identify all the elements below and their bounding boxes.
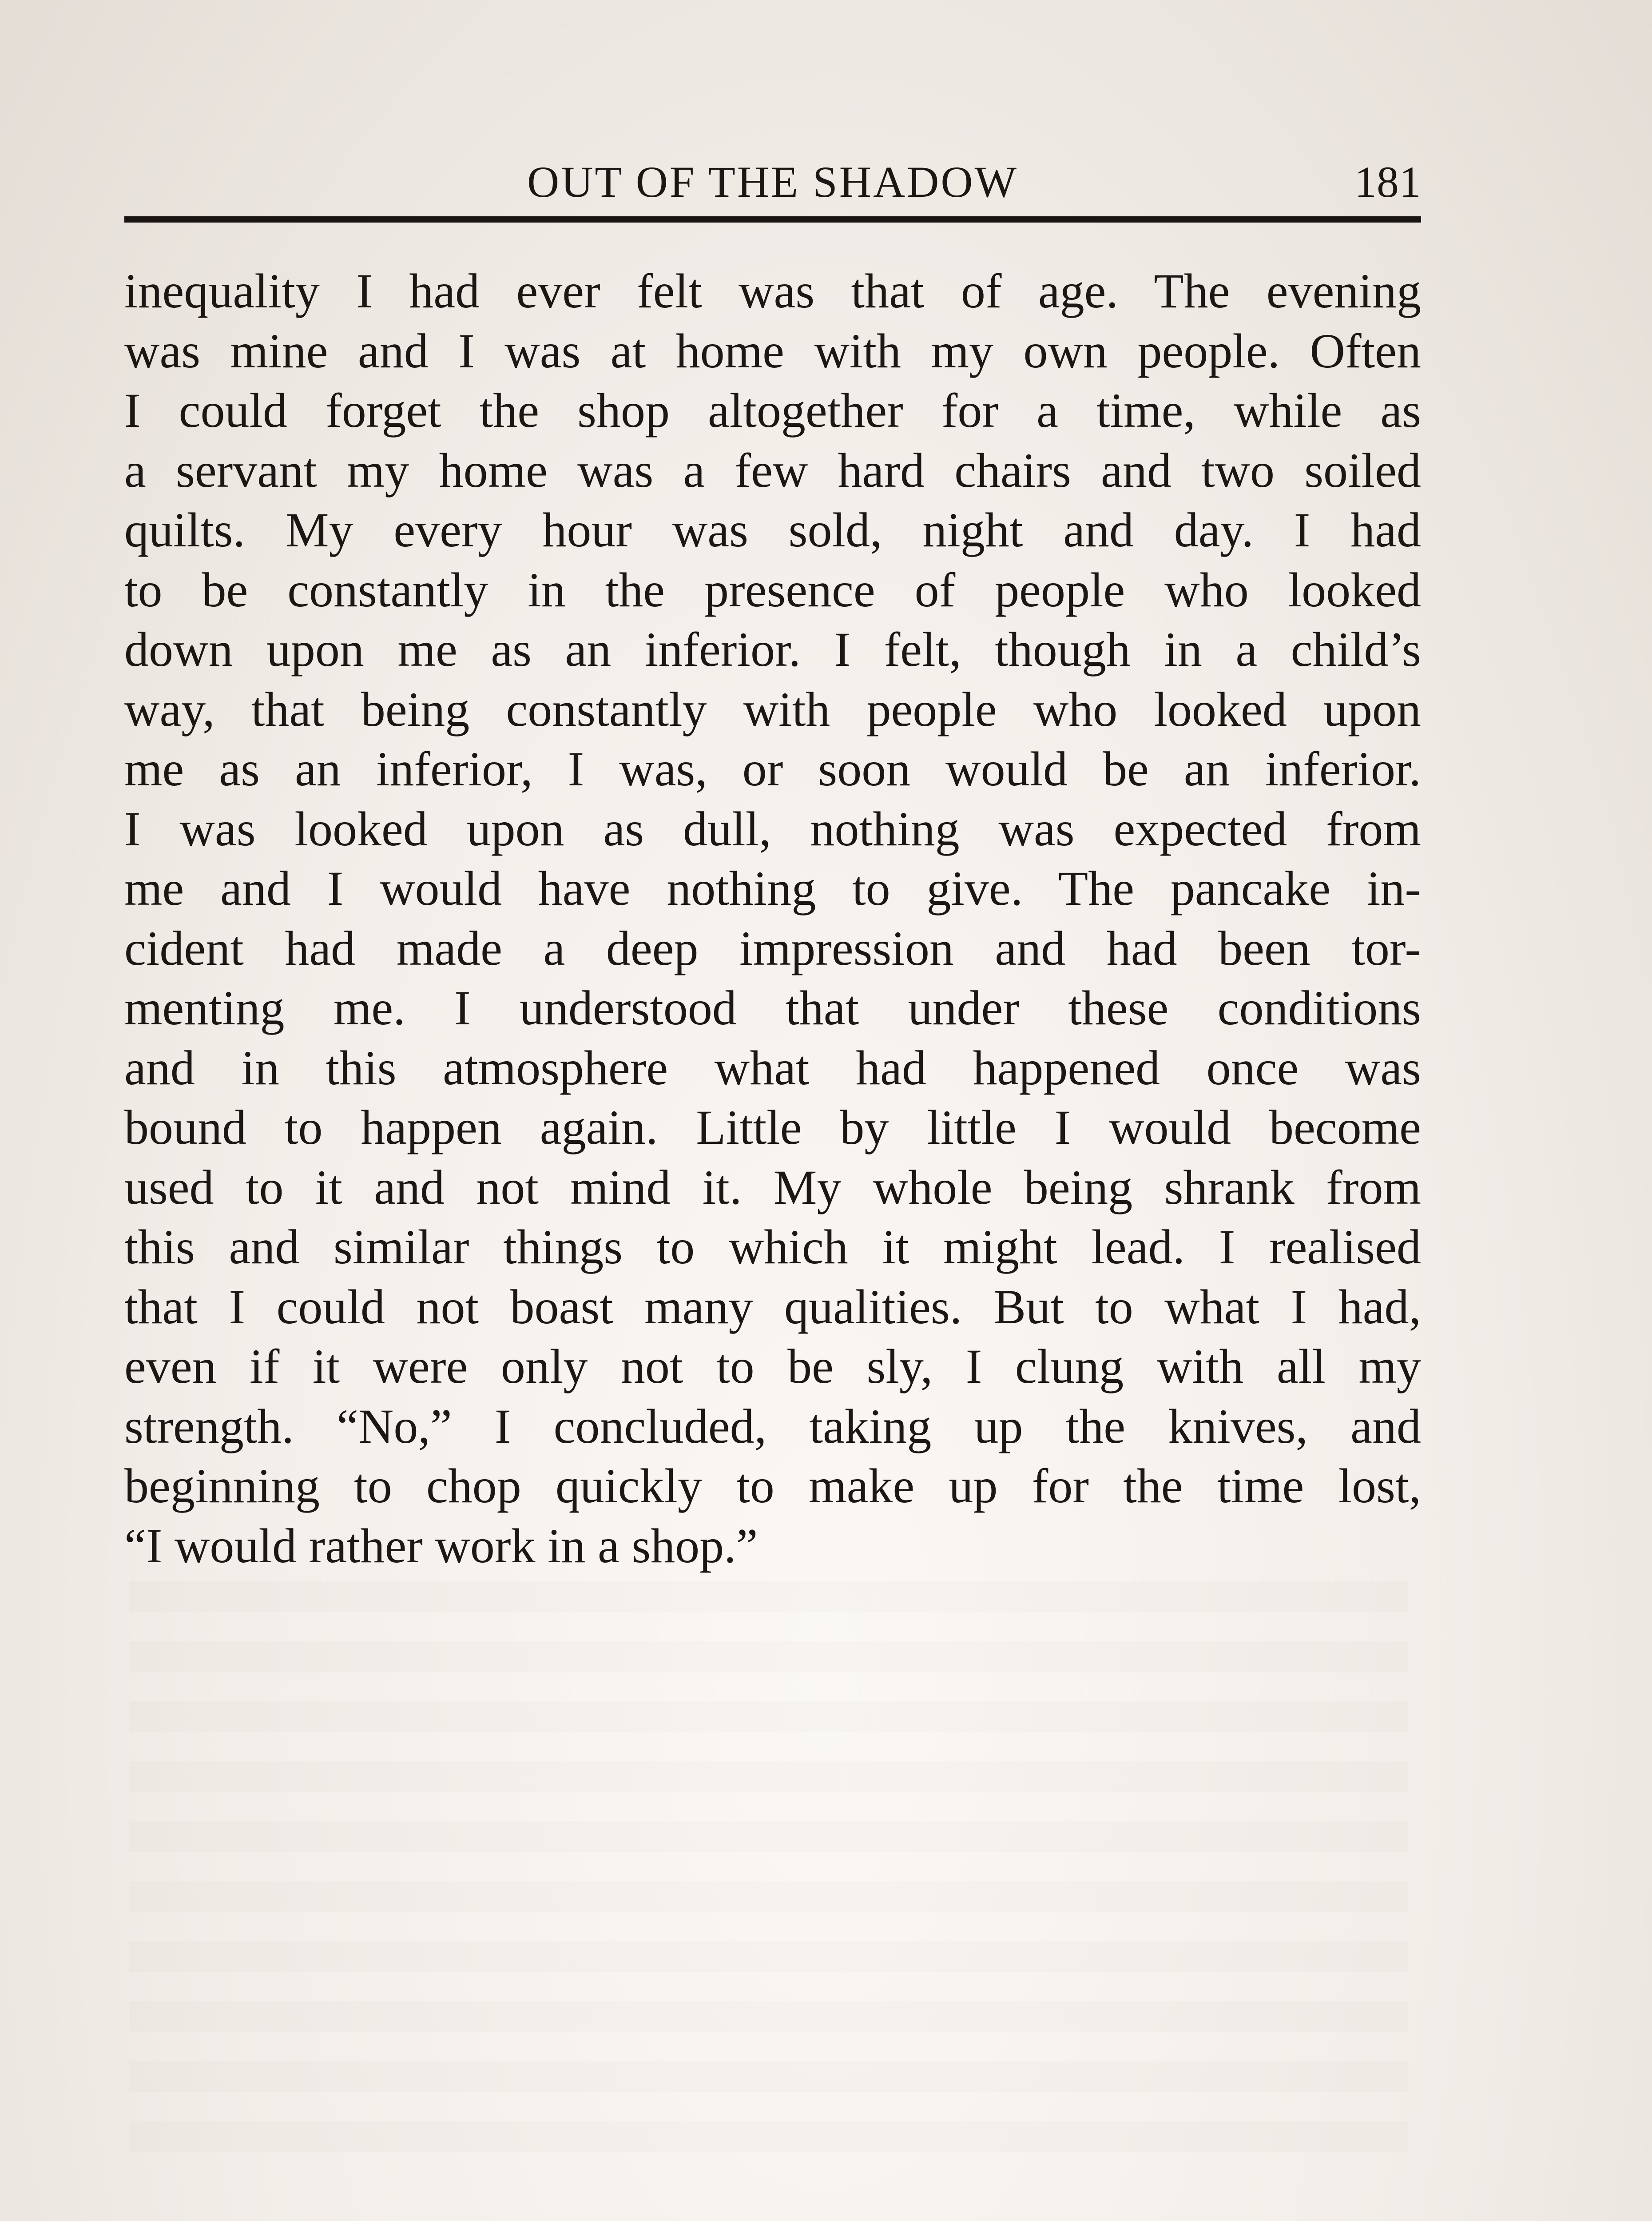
text-line-last: “I would rather work in a shop.” [124,1518,758,1573]
text-line: to be constantly in the presence of people who looked [124,562,1421,617]
bleed-through-shadow [129,1581,1408,2159]
text-line: bound to happen again. Little by little I would become [124,1100,1421,1154]
text-line: way, that being constantly with people who looked upon [124,682,1421,736]
text-line: this and similar things to which it might lead. I realised [124,1220,1421,1274]
text-line: me and I would have nothing to give. The pancake in- [124,861,1421,915]
text-line: inequality I had ever felt was that of age. The evening [124,264,1421,318]
running-head [124,147,1421,213]
text-line: down upon me as an inferior. I felt, though in a child’s [124,622,1421,677]
page-number: 181 [1354,157,1421,207]
header-rule [124,216,1421,223]
text-line: a servant my home was a few hard chairs and two soiled [124,443,1421,498]
text-line: that I could not boast many qualities. But to what I had, [124,1279,1421,1334]
text-line: and in this atmosphere what had happened once was [124,1040,1421,1095]
text-line: beginning to chop quickly to make up for the time lost, [124,1459,1421,1513]
text-line: used to it and not mind it. My whole being shrank from [124,1160,1421,1214]
text-line: me as an inferior, I was, or soon would be an inferior. [124,742,1421,796]
text-line: I was looked upon as dull, nothing was expected from [124,801,1421,856]
text-line: even if it were only not to be sly, I clung with all my [124,1339,1421,1393]
text-line: cident had made a deep impression and had been tor- [124,921,1421,975]
text-line: I could forget the shop altogether for a time, while as [124,383,1421,438]
text-line: was mine and I was at home with my own people. Often [124,323,1421,378]
text-line: quilts. My every hour was sold, night and day. I had [124,503,1421,557]
running-title: OUT OF THE SHADOW [527,157,1018,207]
body-text [124,261,1421,1576]
text-line: menting me. I understood that under these conditions [124,981,1421,1035]
text-line: strength. “No,” I concluded, taking up the knives, and [124,1399,1421,1453]
